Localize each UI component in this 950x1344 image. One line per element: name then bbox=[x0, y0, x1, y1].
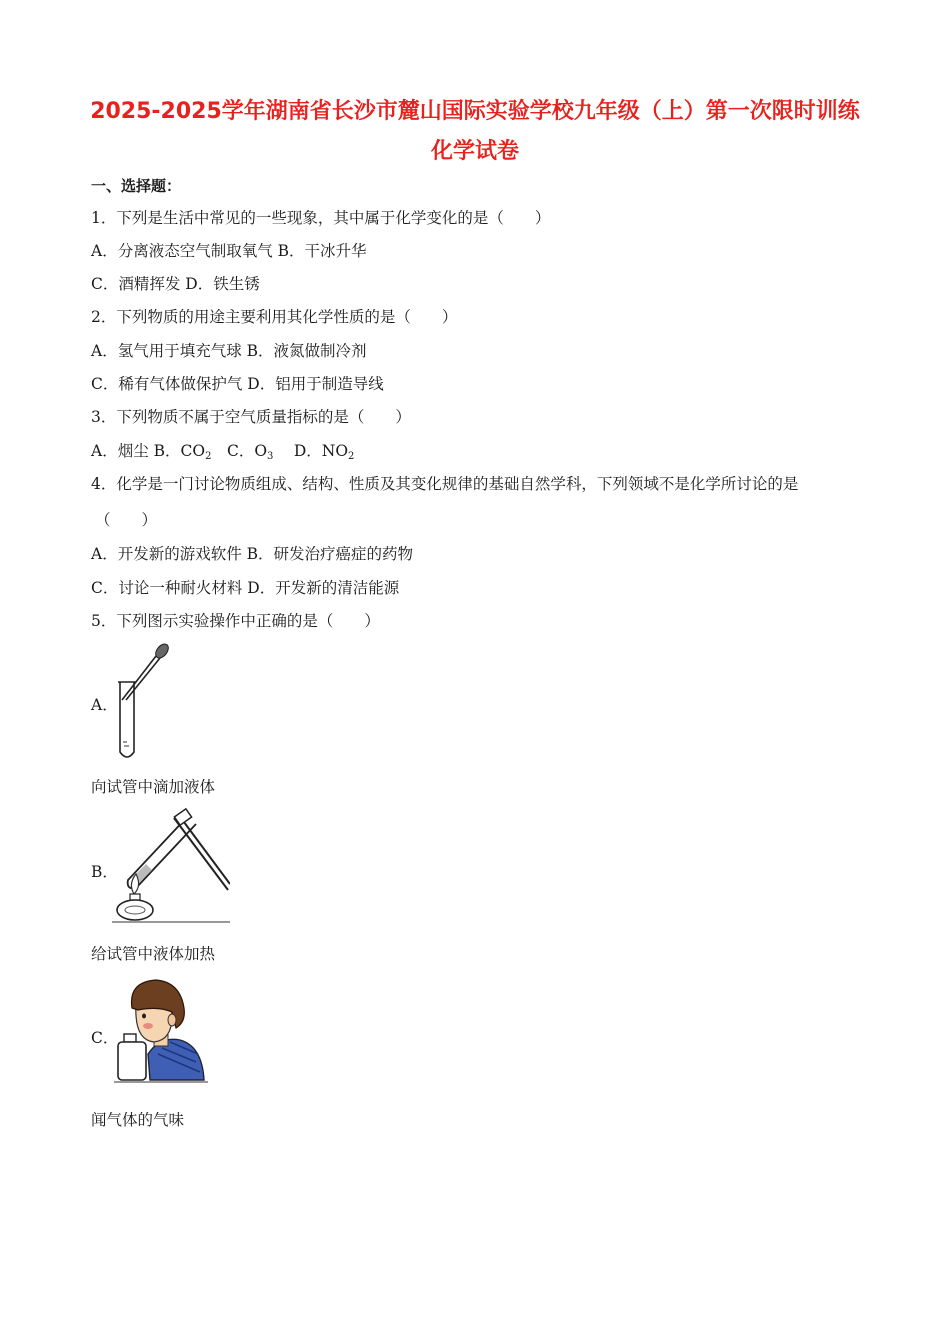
heating-test-tube-figure bbox=[112, 808, 230, 926]
question-3-opt-d-subscript: 2 bbox=[348, 451, 355, 462]
question-4-stem: 4．化学是一门讨论物质组成、结构、性质及其变化规律的基础自然学科，下列领域不是化学所讨论的是 bbox=[91, 475, 799, 493]
smelling-gas-figure bbox=[114, 976, 208, 1086]
question-1-options-ab: A．分离液态空气制取氧气 B．干冰升华 bbox=[91, 242, 367, 260]
question-5-choice-a-letter: A． bbox=[91, 696, 118, 714]
question-4-options-ab: A．开发新的游戏软件 B．研发治疗癌症的药物 bbox=[91, 545, 414, 563]
question-3-opt-ab: A．烟尘 B．CO bbox=[91, 442, 206, 460]
question-3-opt-c: C．O bbox=[211, 442, 268, 460]
question-1-stem: 1．下列是生活中常见的一些现象，其中属于化学变化的是（ ） bbox=[91, 209, 551, 227]
dropper-test-tube-figure bbox=[110, 642, 172, 764]
question-5-choice-b-caption: 给试管中液体加热 bbox=[91, 945, 216, 963]
question-5-choice-a-caption: 向试管中滴加液体 bbox=[91, 778, 216, 796]
question-5-stem: 5．下列图示实验操作中正确的是（ ） bbox=[91, 612, 380, 630]
question-3-opt-d: D．NO bbox=[273, 442, 349, 460]
question-5-choice-b-letter: B． bbox=[91, 863, 118, 881]
question-5-choice-c-caption: 闻气体的气味 bbox=[91, 1111, 185, 1129]
question-3-options bbox=[91, 440, 354, 468]
section-heading-choice: 一、选择题： bbox=[91, 177, 182, 195]
question-4-options-cd: C．讨论一种耐火材料 D．开发新的清洁能源 bbox=[91, 579, 400, 597]
question-4-stem-cont: （ ） bbox=[95, 511, 158, 529]
question-3-opt-c-subscript: 3 bbox=[267, 451, 274, 462]
question-2-stem: 2．下列物质的用途主要利用其化学性质的是（ ） bbox=[91, 308, 458, 326]
question-3-opt-b-subscript: 2 bbox=[205, 451, 212, 462]
question-1-options-cd: C．酒精挥发 D．铁生锈 bbox=[91, 275, 260, 293]
exam-title-line1: 2025-2025学年湖南省长沙市麓山国际实验学校九年级（上）第一次限时训练 bbox=[90, 99, 860, 124]
question-5-choice-c-letter: C． bbox=[91, 1029, 119, 1047]
question-2-options-cd: C．稀有气体做保护气 D．铝用于制造导线 bbox=[91, 375, 384, 393]
exam-title-line2: 化学试卷 bbox=[430, 139, 519, 164]
question-2-options-ab: A．氢气用于填充气球 B．液氮做制冷剂 bbox=[91, 342, 367, 360]
question-3-stem: 3．下列物质不属于空气质量指标的是（ ） bbox=[91, 408, 411, 426]
